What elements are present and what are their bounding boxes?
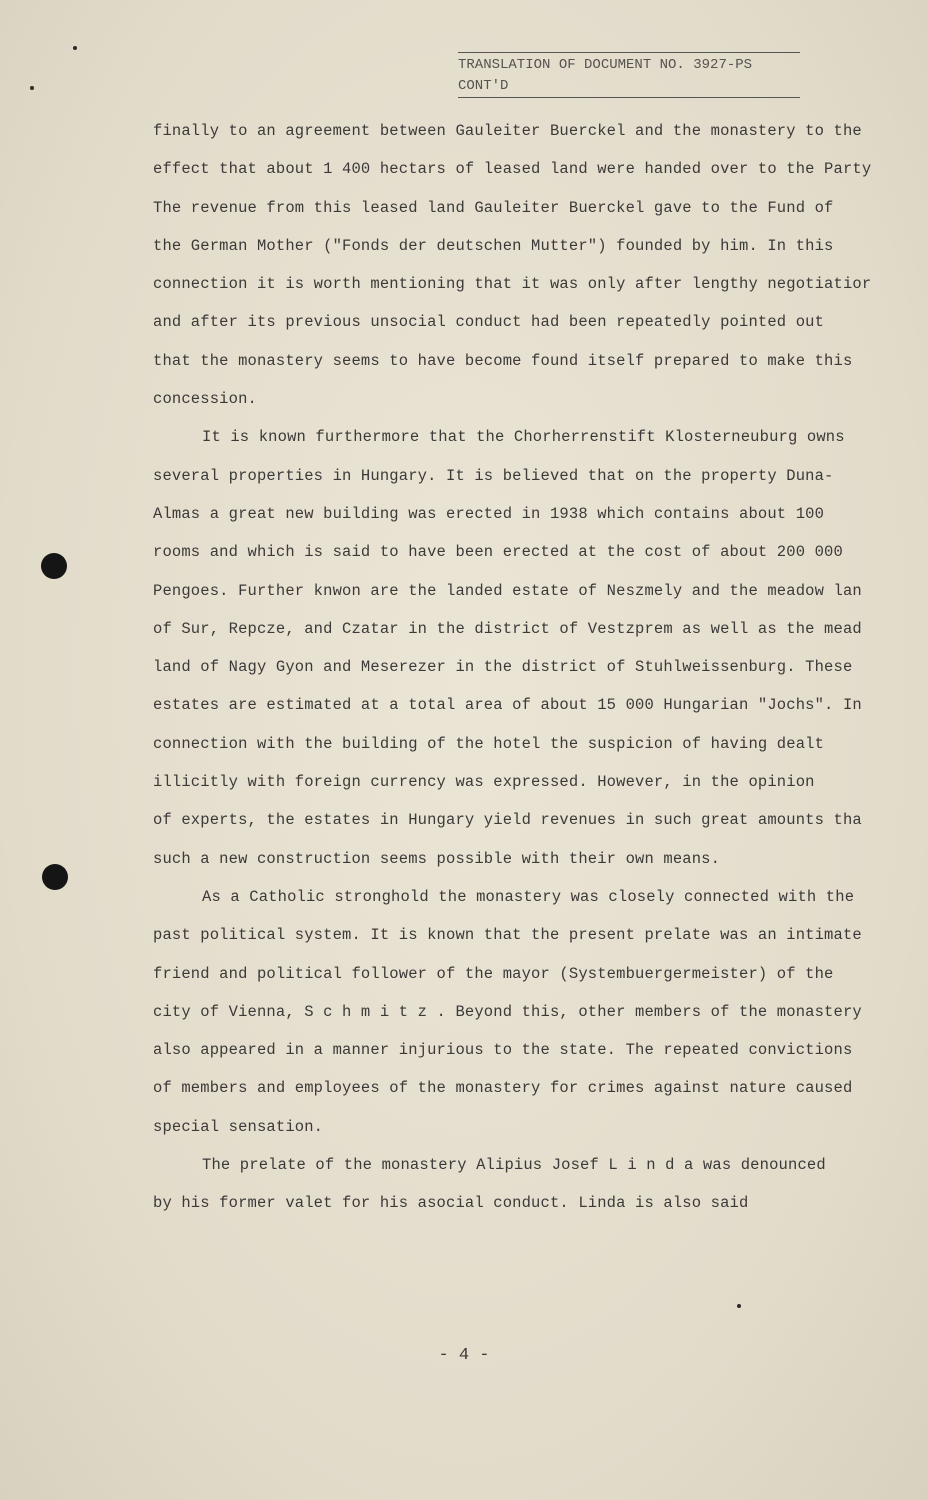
header-title: TRANSLATION OF DOCUMENT NO. 3927-PS [458,52,800,76]
text-line: special sensation. [153,1117,324,1136]
text-line: connection with the building of the hotel the suspicion of having dealt [153,734,825,753]
paragraph-start-line: The prelate of the monastery Alipius Josef L i n d a was denounced [202,1156,826,1175]
text-line: the German Mother ("Fonds der deutschen Mutter") founded by him. In this [153,236,834,255]
text-line: land of Nagy Gyon and Meserezer in the district of Stuhlweissenburg. These [153,658,853,677]
text-line: Pengoes. Further knwon are the landed estate of Neszmely and the meadow lan [153,581,862,600]
speck-mark [737,1304,741,1308]
text-line: Almas a great new building was erected in 1938 which contains about 100 [153,504,825,523]
text-line: city of Vienna, S c h m i t z . Beyond this, other members of the monastery [153,1002,862,1021]
text-line: friend and political follower of the mayor (Systembuergermeister) of the [153,964,834,983]
text-line: and after its previous unsocial conduct had been repeatedly pointed out [153,313,825,332]
text-line: also appeared in a manner injurious to the state. The repeated convictions [153,1041,853,1060]
text-line: that the monastery seems to have become found itself prepared to make this [153,351,853,370]
text-line: such a new construction seems possible with their own means. [153,849,721,868]
text-line: connection it is worth mentioning that it was only after lengthy negotiatior [153,275,872,294]
text-line: estates are estimated at a total area of about 15 000 Hungarian "Jochs". In [153,696,862,715]
document-header [458,52,800,98]
text-line: of members and employees of the monastery for crimes against nature caused [153,1079,853,1098]
text-line: effect that about 1 400 hectars of leased land were handed over to the Party [153,160,872,179]
text-line: past political system. It is known that the present prelate was an intimate [153,926,862,945]
text-line: concession. [153,390,257,409]
text-line: rooms and which is said to have been erected at the cost of about 200 000 [153,543,843,562]
punch-hole-lower [42,864,68,890]
body-text [153,118,883,1229]
text-line: The revenue from this leased land Gauleiter Buerckel gave to the Fund of [153,198,834,217]
page-number: - 4 - [438,1346,490,1365]
paragraph-start-line: As a Catholic stronghold the monastery was closely connected with the [202,887,855,906]
text-line: of Sur, Repcze, and Czatar in the district of Vestzprem as well as the mead [153,619,862,638]
text-line: illicitly with foreign currency was expressed. However, in the opinion [153,773,815,792]
text-line: several properties in Hungary. It is believed that on the property Duna- [153,466,834,485]
header-continued: CONT'D [458,76,800,98]
text-line: finally to an agreement between Gauleiter Buerckel and the monastery to the [153,122,862,140]
paragraph-start-line: It is known furthermore that the Chorherrenstift Klosterneuburg owns [202,428,845,447]
punch-hole-upper [41,553,67,579]
speck-mark [73,46,77,50]
text-line: of experts, the estates in Hungary yield revenues in such great amounts tha [153,811,862,830]
text-line: by his former valet for his asocial conduct. Linda is also said [153,1194,749,1213]
speck-mark [30,86,34,90]
